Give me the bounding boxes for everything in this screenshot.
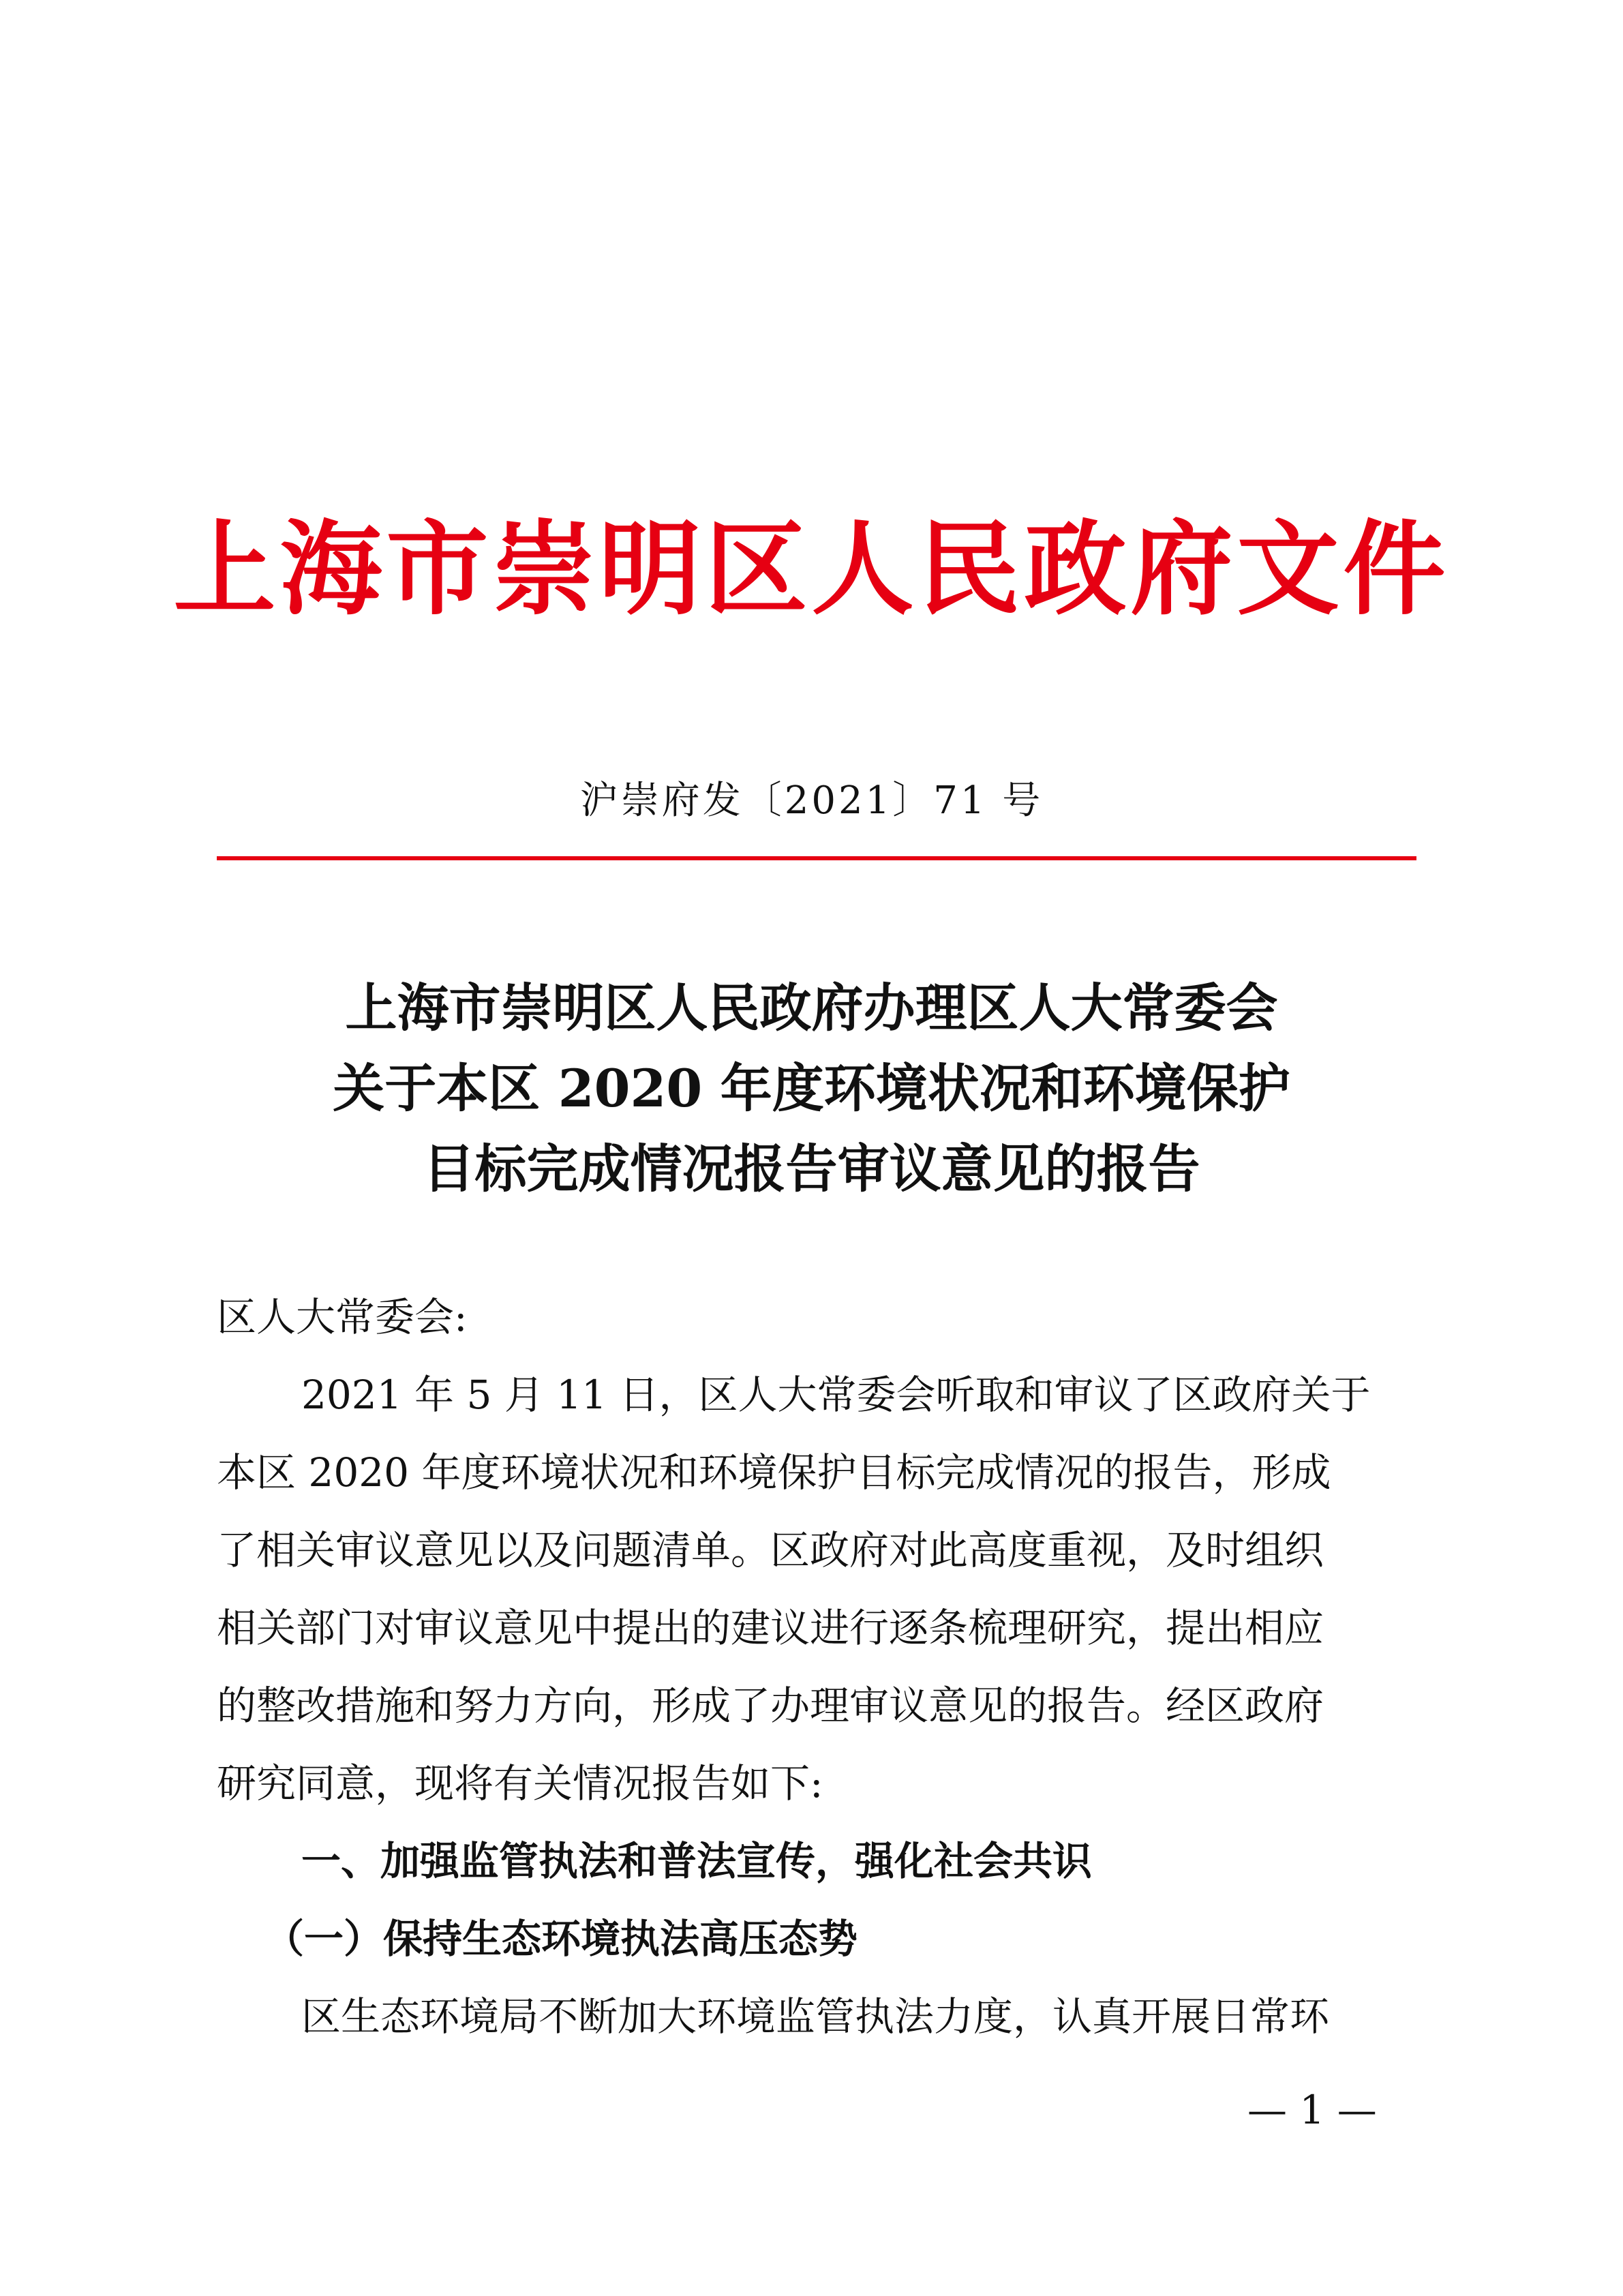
title-line: 关于本区 2020 年度环境状况和环境保护 [333, 1058, 1290, 1119]
paragraph-line: 的整改措施和努力方向，形成了办理审议意见的报告。经区政府 [217, 1682, 1324, 1729]
document-number: 沪崇府发〔2021〕71 号 [579, 779, 1044, 823]
body-text [217, 1278, 1416, 2055]
section-heading-2: （一）保持生态环境执法高压态势 [264, 1916, 858, 1962]
paragraph-line: 研究同意，现将有关情况报告如下: [217, 1760, 823, 1807]
title-line: 目标完成情况报告审议意见的报告 [423, 1138, 1200, 1199]
section-heading-1: 一、加强监管执法和普法宣传，强化社会共识 [301, 1838, 1093, 1884]
red-separator-line [217, 856, 1416, 860]
paragraph-line: 相关部门对审议意见中提出的建议进行逐条梳理研究，提出相应 [217, 1605, 1324, 1651]
paragraph-line: 区生态环境局不断加大环境监管执法力度，认真开展日常环 [301, 1993, 1330, 2040]
paragraph-line: 2021 年 5 月 11 日，区人大常委会听取和审议了区政府关于 [301, 1372, 1371, 1418]
document-title [0, 968, 1623, 1209]
paragraph-line: 了相关审议意见以及问题清单。区政府对此高度重视，及时组织 [217, 1527, 1324, 1573]
paragraph-line: 本区 2020 年度环境状况和环境保护目标完成情况的报告，形成 [217, 1449, 1331, 1496]
issuer-red-header: 上海市崇明区人民政府文件 [173, 509, 1450, 629]
page-number: — 1 — [1247, 2087, 1377, 2133]
title-line: 上海市崇明区人民政府办理区人大常委会 [345, 978, 1278, 1038]
salutation: 区人大常委会: [217, 1294, 468, 1340]
